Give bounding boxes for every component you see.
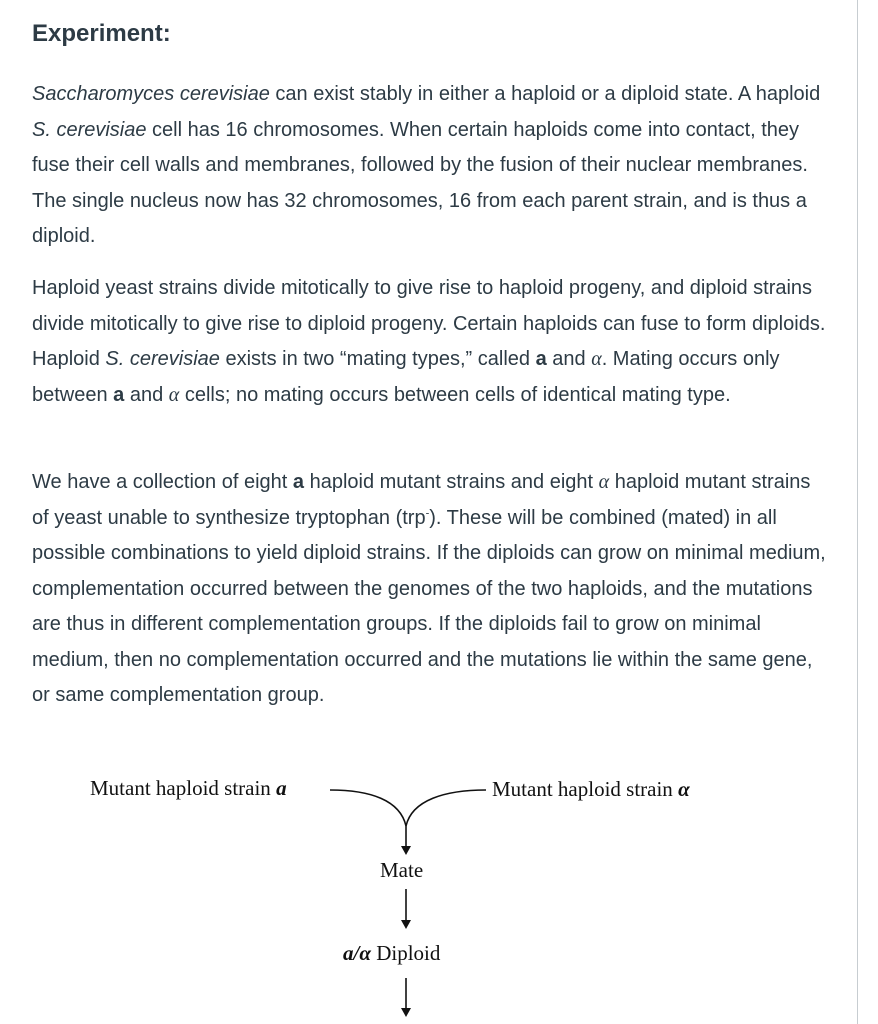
right-strain-label <box>492 777 690 802</box>
mating-type-alpha: α <box>591 348 602 370</box>
paragraph-text: can exist stably in either a haploid or a diploid state. A haploid <box>269 83 821 105</box>
right-strain-text: Mutant haploid strain <box>492 777 679 801</box>
paragraph-experiment-design <box>32 465 832 714</box>
mating-type-a: a <box>113 383 125 406</box>
left-strain-symbol: a <box>276 776 287 800</box>
paragraph-text: and <box>546 348 592 370</box>
diploid-symbol: a/α <box>343 941 371 965</box>
diploid-text: Diploid <box>370 941 441 965</box>
mate-label: Mate <box>380 858 424 882</box>
mate-arrow-head <box>401 920 411 929</box>
mating-type-alpha: α <box>598 471 610 493</box>
paragraph-text: cell has 16 chromosomes. When certain haploids come into contact, they fuse their cell walls and membranes, followed by the fusion of their nuclear membranes. The single nucleus now has 32 chromosomes, 16 from each parent strain, and is thus a diploid. <box>32 118 808 247</box>
paragraph-text: haploid mutant strains and eight <box>304 471 599 493</box>
species-short-name: S. cerevisiae <box>105 348 220 370</box>
merge-arrow-head <box>401 846 411 855</box>
mating-type-a: a <box>535 348 547 370</box>
paragraph-text: cells; no mating occurs between cells of identical mating type. <box>179 383 731 406</box>
paragraph-text: We have a collection of eight <box>32 471 293 493</box>
species-name: Saccharomyces cerevisiae <box>32 83 270 105</box>
paragraph-text: Haploid yeast strains divide mitotically to give rise to haploid progeny, and diploid strains divide mitotically to give rise to diploid progeny. Certain haploids can fuse to form diploids. Haploid <box>32 277 826 370</box>
diploid-arrow-head <box>401 1008 411 1017</box>
paragraph-text: and <box>124 383 169 406</box>
minus-superscript: - <box>425 506 430 519</box>
experiment-heading: Experiment: <box>32 20 171 47</box>
diploid-label <box>343 941 440 966</box>
paragraph-text: ). These will be combined (mated) in all possible combinations to yield diploid strains. If the diploids can grow on minimal medium, complementation occurred between the genomes of the two haploids, and the mutations are thus in different complementation groups. If the diploids fail to grow on minimal medium, then no complementation occurred and the mutations lie within the same gene, or same complementation group. <box>32 506 826 706</box>
paragraph-text: haploid mutant strains of yeast unable to synthesize tryptophan (trp <box>32 471 811 529</box>
paragraph-text: exists in two “mating types,” called <box>219 348 536 370</box>
mating-type-a: a <box>292 471 305 493</box>
mating-type-alpha: α <box>168 383 180 406</box>
right-merge-line <box>406 790 486 826</box>
left-merge-line <box>330 790 406 826</box>
paragraph-mating-types <box>32 271 832 413</box>
left-strain-text: Mutant haploid strain <box>90 776 277 800</box>
right-strain-symbol: α <box>678 777 690 801</box>
paragraph-text: . Mating occurs only between <box>32 348 780 406</box>
paragraph-ploidy <box>32 77 832 255</box>
species-short-name: S. cerevisiae <box>32 118 147 141</box>
left-strain-label <box>90 776 287 801</box>
